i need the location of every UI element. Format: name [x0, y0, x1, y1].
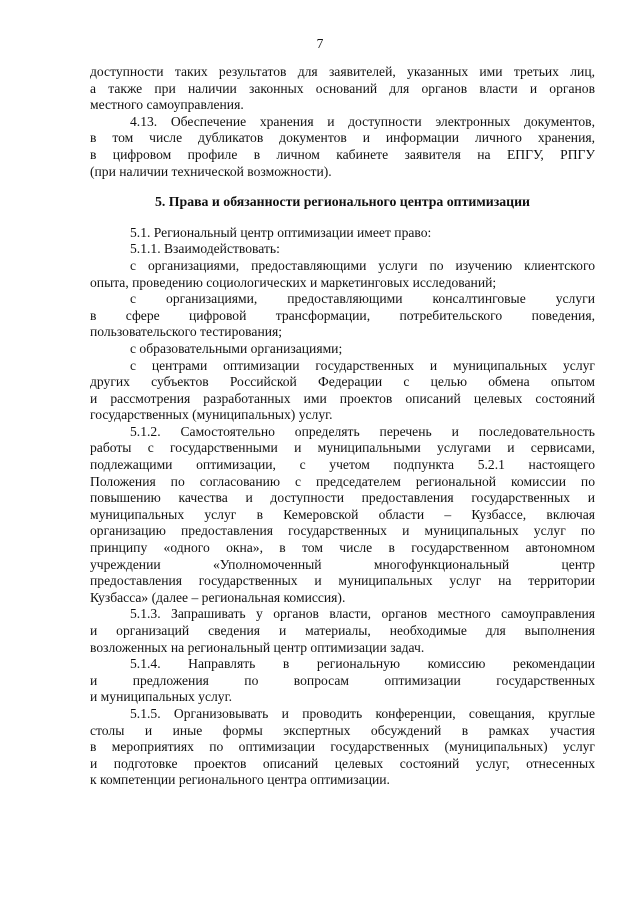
text-line: принципу «одного окна», в том числе в государственном автономном [90, 540, 595, 556]
page-number: 7 [316, 36, 324, 51]
text-line: организацию предоставления государственных и муниципальных услуг по [90, 523, 595, 539]
text-line: в мероприятиях по оптимизации государственных (муниципальных) услуг [90, 739, 595, 755]
text-line: подлежащими оптимизации, с учетом подпункта 5.2.1 настоящего [90, 457, 595, 473]
document-body [90, 64, 595, 789]
text-line: доступности таких результатов для заявителей, указанных ими третьих лиц, [90, 64, 595, 79]
text-line: предоставления государственных и муниципальных услуг на территории [90, 573, 595, 589]
text-line: пользовательского тестирования; [90, 324, 283, 340]
text-line: и муниципальных услуг. [90, 689, 233, 705]
text-line: и рассмотрения разработанных ими проектов описаний целевых состояний [90, 390, 595, 406]
text-line: с организациями, предоставляющими консалтинговые услуги [130, 291, 595, 307]
text-line: и подготовке проектов описаний целевых состояний услуг, отнесенных [90, 755, 595, 771]
text-line: 5.1.4. Направлять в региональную комиссию рекомендации [130, 656, 595, 672]
text-line: в том числе дубликатов документов и информации личного хранения, [90, 130, 595, 146]
text-line: (при наличии технической возможности). [90, 163, 332, 179]
text-line: столы и иные формы экспертных обсуждений в рамках участия [90, 722, 595, 738]
text-line: и предложения по вопросам оптимизации государственных [90, 672, 595, 688]
text-line: с образовательными организациями; [130, 340, 343, 356]
text-line: а также при наличии законных оснований для органов власти и органов [90, 80, 595, 96]
text-line: в сфере цифровой трансформации, потребительского поведения, [90, 307, 595, 323]
paragraph-block [90, 114, 595, 180]
text-line: муниципальных услуг в Кемеровской области – Кузбассе, включая [90, 506, 595, 522]
text-line: 4.13. Обеспечение хранения и доступности электронных документов, [130, 113, 595, 129]
text-line: 5.1.3. Запрашивать у органов власти, органов местного самоуправления [130, 606, 595, 622]
text-line: Положения по согласованию с председателем региональной комиссии по [90, 473, 595, 489]
text-line: других субъектов Российской Федерации с целью обмена опытом [90, 374, 595, 390]
text-line: 5.1.1. Взаимодействовать: [130, 241, 280, 257]
text-line: и организаций сведения и материалы, необходимые для выполнения [90, 623, 595, 638]
text-line: опыта, проведению социологических и маркетинговых исследований; [90, 274, 497, 290]
text-line: работы с государственными и муниципальными услугами и сервисами, [90, 440, 595, 456]
text-line: местного самоуправления. [90, 97, 244, 113]
section-heading: 5. Права и обязанности регионального центра оптимизации [155, 194, 530, 210]
text-line: учреждении «Уполномоченный многофункциональный центр [90, 556, 595, 572]
text-line: повышению качества и доступности предоставления государственных и [90, 490, 595, 506]
paragraph-block [90, 225, 595, 789]
text-line: государственных (муниципальных) услуг. [90, 407, 333, 423]
text-line: 5.1. Региональный центр оптимизации имеет право: [130, 224, 432, 240]
text-line: 5.1.5. Организовывать и проводить конференции, совещания, круглые [130, 705, 595, 721]
text-line: к компетенции регионального центра оптимизации. [90, 772, 390, 788]
paragraph-block [90, 64, 595, 114]
text-line: в цифровом профиле в личном кабинете заявителя на ЕПГУ, РПГУ [90, 146, 595, 162]
text-line: с центрами оптимизации государственных и муниципальных услуг [130, 357, 595, 373]
text-line: 5.1.2. Самостоятельно определять перечень и последовательность [130, 423, 595, 439]
text-line: Кузбасса» (далее – региональная комиссия). [90, 589, 346, 605]
text-line: возложенных на региональный центр оптимизации задач. [90, 639, 425, 655]
text-line: с организациями, предоставляющими услуги по изучению клиентского [130, 257, 595, 273]
